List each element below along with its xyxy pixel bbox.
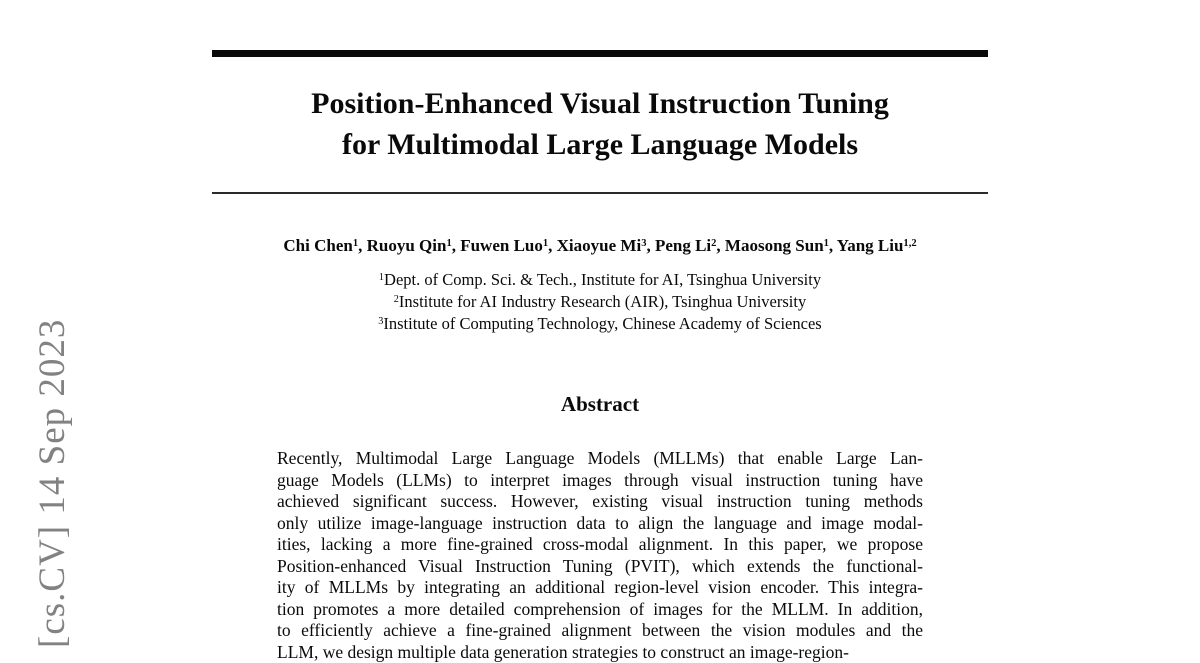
affiliation-superscript: 3 (378, 316, 383, 327)
author-name: Maosong Sun (725, 236, 824, 255)
title-rule-bottom (212, 192, 988, 194)
affiliation-line: $^2$Institute for AI Industry Research (AIR), Tsinghua University (212, 291, 988, 313)
affiliation-line: $^3$Institute of Computing Technology, Chinese Academy of Sciences (212, 313, 988, 335)
arxiv-watermark: [cs.CV] 14 Sep 2023 (31, 319, 74, 648)
author-name: Yang Liu (837, 236, 904, 255)
author-name: Ruoyu Qin (367, 236, 447, 255)
abstract-text-line: to efficiently achieve a fine-grained alignment between the vision modules and the (277, 620, 923, 642)
title-rule-top (212, 50, 988, 57)
author-affiliation-superscript: 1 (353, 238, 358, 249)
paper-title-line1: Position-Enhanced Visual Instruction Tuning (311, 87, 889, 120)
author-name: Fuwen Luo (460, 236, 543, 255)
affiliation-superscript: 1 (379, 272, 384, 283)
abstract-text-line: achieved significant success. However, existing visual instruction tuning methods (277, 491, 923, 513)
abstract-text-line: guage Models (LLMs) to interpret images through visual instruction tuning have (277, 470, 923, 492)
abstract-text-line: ities, lacking a more fine-grained cross-modal alignment. In this paper, we propose (277, 534, 923, 556)
abstract-text-line: LLM, we design multiple data generation strategies to construct an image-region- (277, 642, 923, 663)
affiliations (212, 269, 988, 335)
author-affiliation-superscript: 2 (711, 238, 716, 249)
abstract-text-line: Position-enhanced Visual Instruction Tuning (PVIT), which extends the functional- (277, 556, 923, 578)
affiliation-superscript: 2 (394, 294, 399, 305)
abstract-text-line: only utilize image-language instruction data to align the language and image modal- (277, 513, 923, 535)
author-affiliation-superscript: 1 (543, 238, 548, 249)
abstract-text-line: ity of MLLMs by integrating an additional region-level vision encoder. This integra- (277, 577, 923, 599)
author-affiliation-superscript: 1 (824, 238, 829, 249)
abstract-text-line: tion promotes a more detailed comprehension of images for the MLLM. In addition, (277, 599, 923, 621)
abstract-text-line: Recently, Multimodal Large Language Models (MLLMs) that enable Large Lan- (277, 448, 923, 470)
author-line: Chi Chen$^1$, Ruoyu Qin$^1$, Fuwen Luo$^1$, Xiaoyue Mi$^3$, Peng Li$^2$, Maosong Sun$^1$, Yang Liu$^{1,2}$ (212, 236, 988, 256)
author-name: Chi Chen (283, 236, 352, 255)
affiliation-line: $^1$Dept. of Comp. Sci. & Tech., Institute for AI, Tsinghua University (212, 269, 988, 291)
author-affiliation-superscript: 1 (446, 238, 451, 249)
author-affiliation-superscript: 3 (641, 238, 646, 249)
paper-title (212, 83, 988, 165)
author-name: Xiaoyue Mi (557, 236, 642, 255)
author-affiliation-superscript: 1,2 (903, 238, 916, 249)
author-name: Peng Li (655, 236, 711, 255)
paper-title-line2: for Multimodal Large Language Models (342, 128, 858, 161)
abstract-body (277, 448, 923, 663)
abstract-heading: Abstract (212, 392, 988, 417)
